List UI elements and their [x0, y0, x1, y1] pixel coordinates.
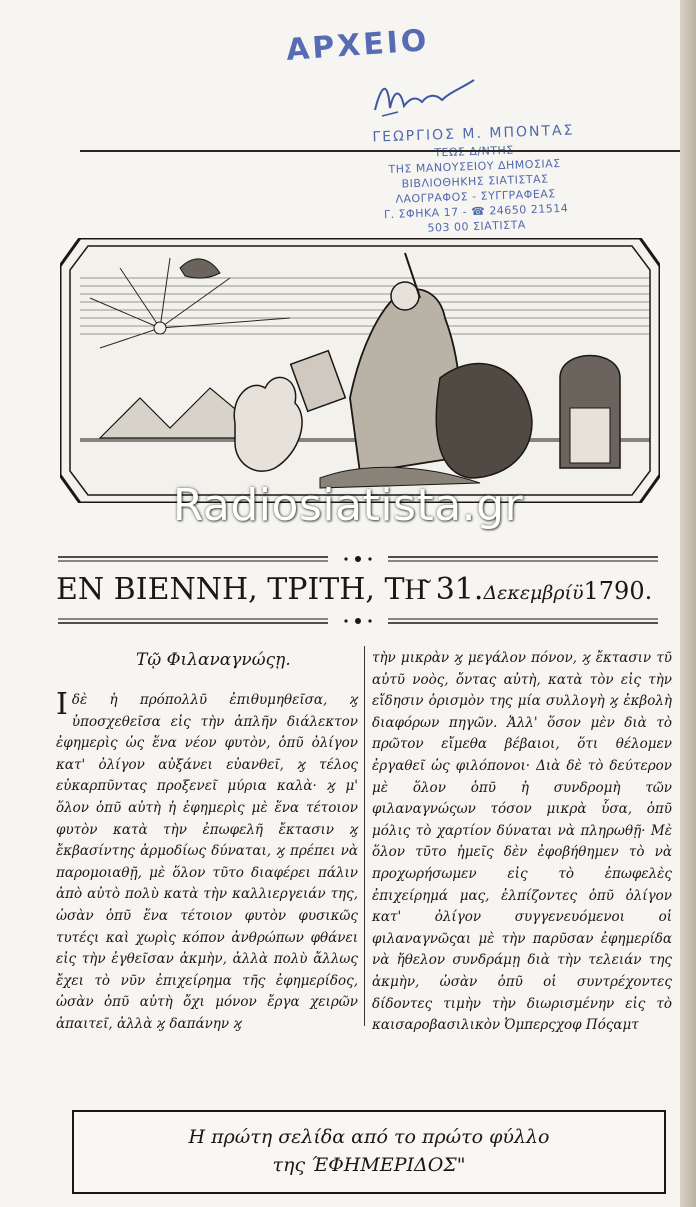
masthead-month: Δεκεμβρίϋ	[483, 582, 584, 604]
woodcut-illustration	[60, 238, 660, 503]
masthead-rule-top	[58, 554, 658, 564]
caption-line-2: της ΈΦΗΜΕΡΙΔΟΣ"	[272, 1154, 466, 1176]
watermark: Radiosiatista.gr	[172, 480, 524, 531]
top-rule	[80, 150, 680, 152]
owner-stamp	[360, 120, 590, 238]
masthead-place-date: ΕΝ ΒΙΕΝΝΗ, ΤΡΙΤΗ, ΤΗ͂ 31.	[56, 572, 484, 607]
masthead-year: 1790.	[583, 577, 653, 605]
handwritten-signature	[370, 72, 480, 122]
column-divider	[364, 646, 365, 1026]
drop-cap: Ι	[56, 687, 68, 722]
owner-postal: 503 00 ΣΙΑΤΙΣΤΑ	[427, 218, 527, 235]
caption-line-1: Η πρώτη σελίδα από το πρώτο φύλλο	[188, 1126, 550, 1148]
article-text-left: δὲ ἡ πρόπολλῦ ἐπιθυμηθεῖσα, ϗ ὑποσχεθεῖσα εἰς τὴν ἁπλῆν διάλεκτον ἐφημερὶς ὡς ἕνα νέον φυτὸν, ὁπῦ ὀλίγον κατ' ὀλίγον αὐξάνει εὐανθεῖ, ϗ τέλος εὐκαρπῦντας προξενεῖ μύρια καλὰ· ϗ μ' ὅλον ὁπῦ αὐτὴ ἡ ἐφημερὶς μὲ ἕνα τέτοιον φυτὸν κατὰ τὴν ἐπωφελῆ ἔκτασιν ϗ ἔκβασίντης ἁρμοδίως δύναται, ϗ πρέπει νὰ παρομοιαθῇ, μὲ ὅλον τῦτο διαφέρει πάλιν ἀπὸ αὐτὸ πολὺ κατὰ τὴν καλλιεργειάν της, ὡσὰν ὁπῦ ἕνα τέτοιον φυτὸν φυσικῶς τυτέςι καὶ χωρὶς κόπον ἀνθρώπων φθάνει εἰς τὴν ἐγθεῖσαν ἀκμὴν, ἀλλὰ πολὺ ἄλλως ἔχει τὸ νῦν ἐπιχείρημα τῆς ἐφημερίδος, ὡσὰν ὁπῦ αὐτὴ ὄχι μόνον ἔργα χειρῶν ἀπαιτεῖ, ἀλλὰ ϗ δαπάνην ϗ	[56, 692, 358, 1032]
archive-stamp: ΑΡΧΕΙΟ	[284, 23, 431, 68]
owner-name: ΓΕΩΡΓΙΟΣ Μ. ΜΠΟΝΤΑΣ	[372, 122, 575, 146]
page-edge	[680, 0, 696, 1207]
caption-box	[72, 1110, 666, 1194]
masthead-rule-bottom	[58, 616, 658, 626]
owner-role-2: ΤΗΣ ΜΑΝΟΥΣΕΙΟΥ ΔΗΜΟΣΙΑΣ	[388, 157, 561, 177]
masthead	[56, 572, 666, 607]
owner-role-3: ΒΙΒΛΙΟΘΗΚΗΣ ΣΙΑΤΙΣΤΑΣ	[401, 172, 549, 191]
article-heading: Τῷ Φιλαναγνώςῃ.	[136, 650, 291, 670]
article-column-left	[56, 687, 358, 1036]
article-column-right	[372, 648, 672, 1037]
article-text-right: τὴν μικρὰν ϗ μεγάλον πόνον, ϗ ἔκτασιν τῦ αὐτῦ νοὸς, ὄντας αὐτὴ, κατὰ τὸν εἰς τὴν εἴδησιν ὁρισμὸν της μία συλλογὴ ϗ ἐκβολὴ διαφόρων πηγῶν. Ἀλλ' ὅσον μὲν διὰ τὸ πρῶτον εἴμεθα βέβαιοι, ὅτι θέλομεν ἐργαθεῖ ὡς φιλόπονοι· Διὰ δὲ τὸ δεύτερον μὲ ὅλον ὁπῦ ἡ συνδρομὴ τῶν φιλαναγνώςων τόσον μικρὰ ὗσα, ὁπῦ μόλις τὸ χαρτίον δύναται νὰ πληρωθῇ· Μὲ ὅλον τῦτο ἡμεῖς δὲν ἐφοβήθημεν τὸ νὰ προχωρήσωμεν εἰς τὸ ἐπωφελὲς ἐπιχείρημά μας, ἐλπίζοντες ὁπῦ ὀλίγον κατ' ὀλίγον συγγενευόμενοι οἱ φιλαναγνῶςαι μὲ τὴν παρῦσαν ἐφημερίδα νὰ ἤθελον συνδράμῃ διὰ τὴν τελειάν της ἀκμὴν, ὡσὰν ὁπῦ οἱ συντρέχοντες δίδοντες τιμὴν τὴν διωρισμένην εἰς τὸ καισαροβασιλικὸν Ὀμπερςχοφ Πόςαμτ	[372, 650, 672, 1034]
owner-role-1: ΤΕΩΣ Δ/ΝΤΗΣ	[434, 143, 514, 160]
owner-role-4: ΛΑΟΓΡΑΦΟΣ - ΣΥΓΓΡΑΦΕΑΣ	[395, 187, 556, 206]
owner-address: Γ. ΣΦΗΚΑ 17 - ☎ 24650 21514	[383, 201, 569, 222]
